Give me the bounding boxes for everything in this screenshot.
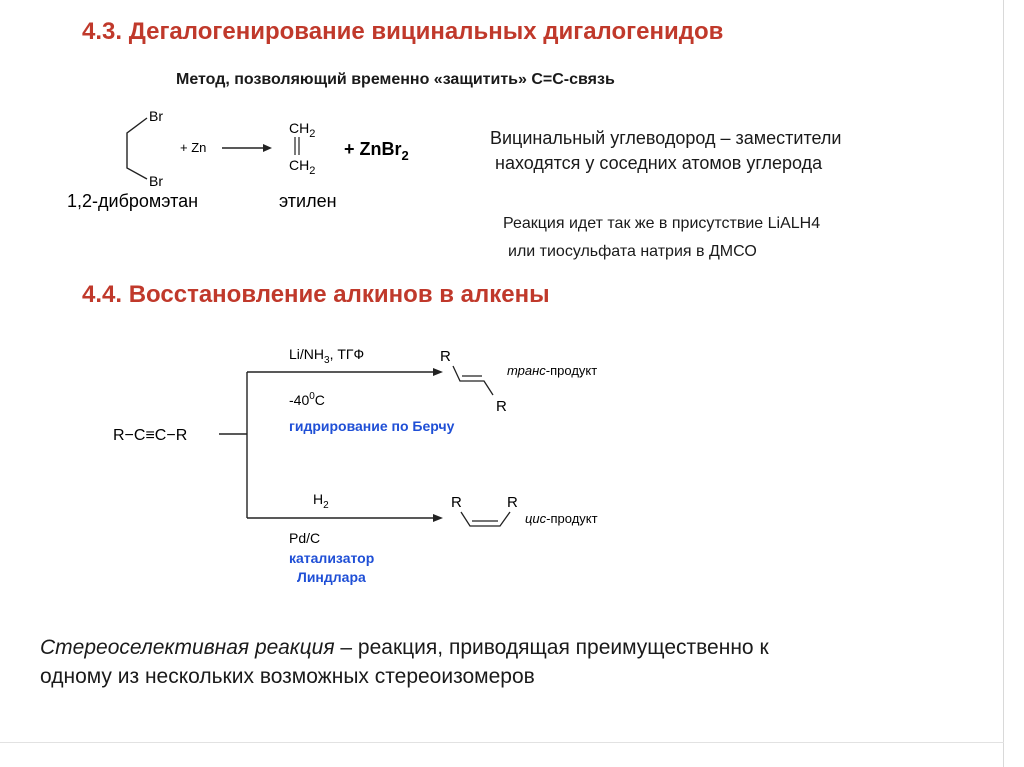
trans-r-bottom: R [496, 398, 507, 415]
birch-method: гидрирование по Берчу [289, 418, 455, 434]
trans-alkene-chain [453, 366, 493, 395]
cis-catalyst-label: катализатор [289, 550, 375, 566]
cis-arrow-head [433, 514, 443, 522]
alkyne-formula: R−C≡C−R [113, 427, 188, 444]
section-heading-4-3: 4.3. Дегалогенирование вицинальных дигалогенидов [82, 18, 724, 45]
cis-alkene-chain [461, 512, 510, 526]
vicinal-definition-line1: Вицинальный углеводород – заместители [490, 128, 842, 148]
reactant-name: 1,2-дибромэтан [67, 191, 199, 211]
cis-reagent: $H_2$ [313, 491, 329, 511]
bromine-bottom: Br [149, 173, 163, 189]
cis-product-label: цис-продукт [525, 511, 598, 526]
bromine-top: Br [149, 108, 163, 124]
stereoselective-definition-line2: одному из нескольких возможных стереоизомеров [40, 665, 535, 688]
cis-r-right: R [507, 494, 518, 511]
ethylene-ch2-bottom: $CH_2$ [289, 157, 316, 177]
zinc-reagent: + Zn [180, 140, 207, 155]
trans-reagent: $Li/NH_3$, ТГФ [289, 346, 365, 366]
cis-r-left: R [451, 494, 462, 511]
trans-r-top: R [440, 348, 451, 365]
product-name: этилен [279, 191, 337, 211]
cis-catalyst-pdc: Pd/C [289, 530, 321, 546]
reaction-note-line1: Реакция идет так же в присутствие LiALH4 [503, 215, 821, 232]
trans-product-label: транс-продукт [507, 363, 598, 378]
vicinal-definition-line2: находятся у соседних атомов углерода [495, 153, 823, 173]
section-subheading: Метод, позволяющий временно «защитить» С=С-связь [176, 71, 615, 88]
stereoselective-description: – реакция, приводящая преимущественно к [334, 636, 769, 659]
zinc-bromide-byproduct: + ZnBr$_2$ [344, 139, 409, 163]
trans-arrow-head [433, 368, 443, 376]
reaction-note-line2: или тиосульфата натрия в ДМСО [508, 243, 757, 260]
stereoselective-term: Стереоселективная реакция [40, 636, 335, 659]
ethylene-ch2-top: $CH_2$ [289, 120, 316, 140]
cis-catalyst-lindlar: Линдлара [297, 569, 366, 585]
section-heading-4-4: 4.4. Восстановление алкинов в алкены [82, 281, 550, 308]
trans-temperature: $-40^0C$ [289, 391, 325, 408]
stereoselective-definition-line1 [40, 636, 769, 660]
